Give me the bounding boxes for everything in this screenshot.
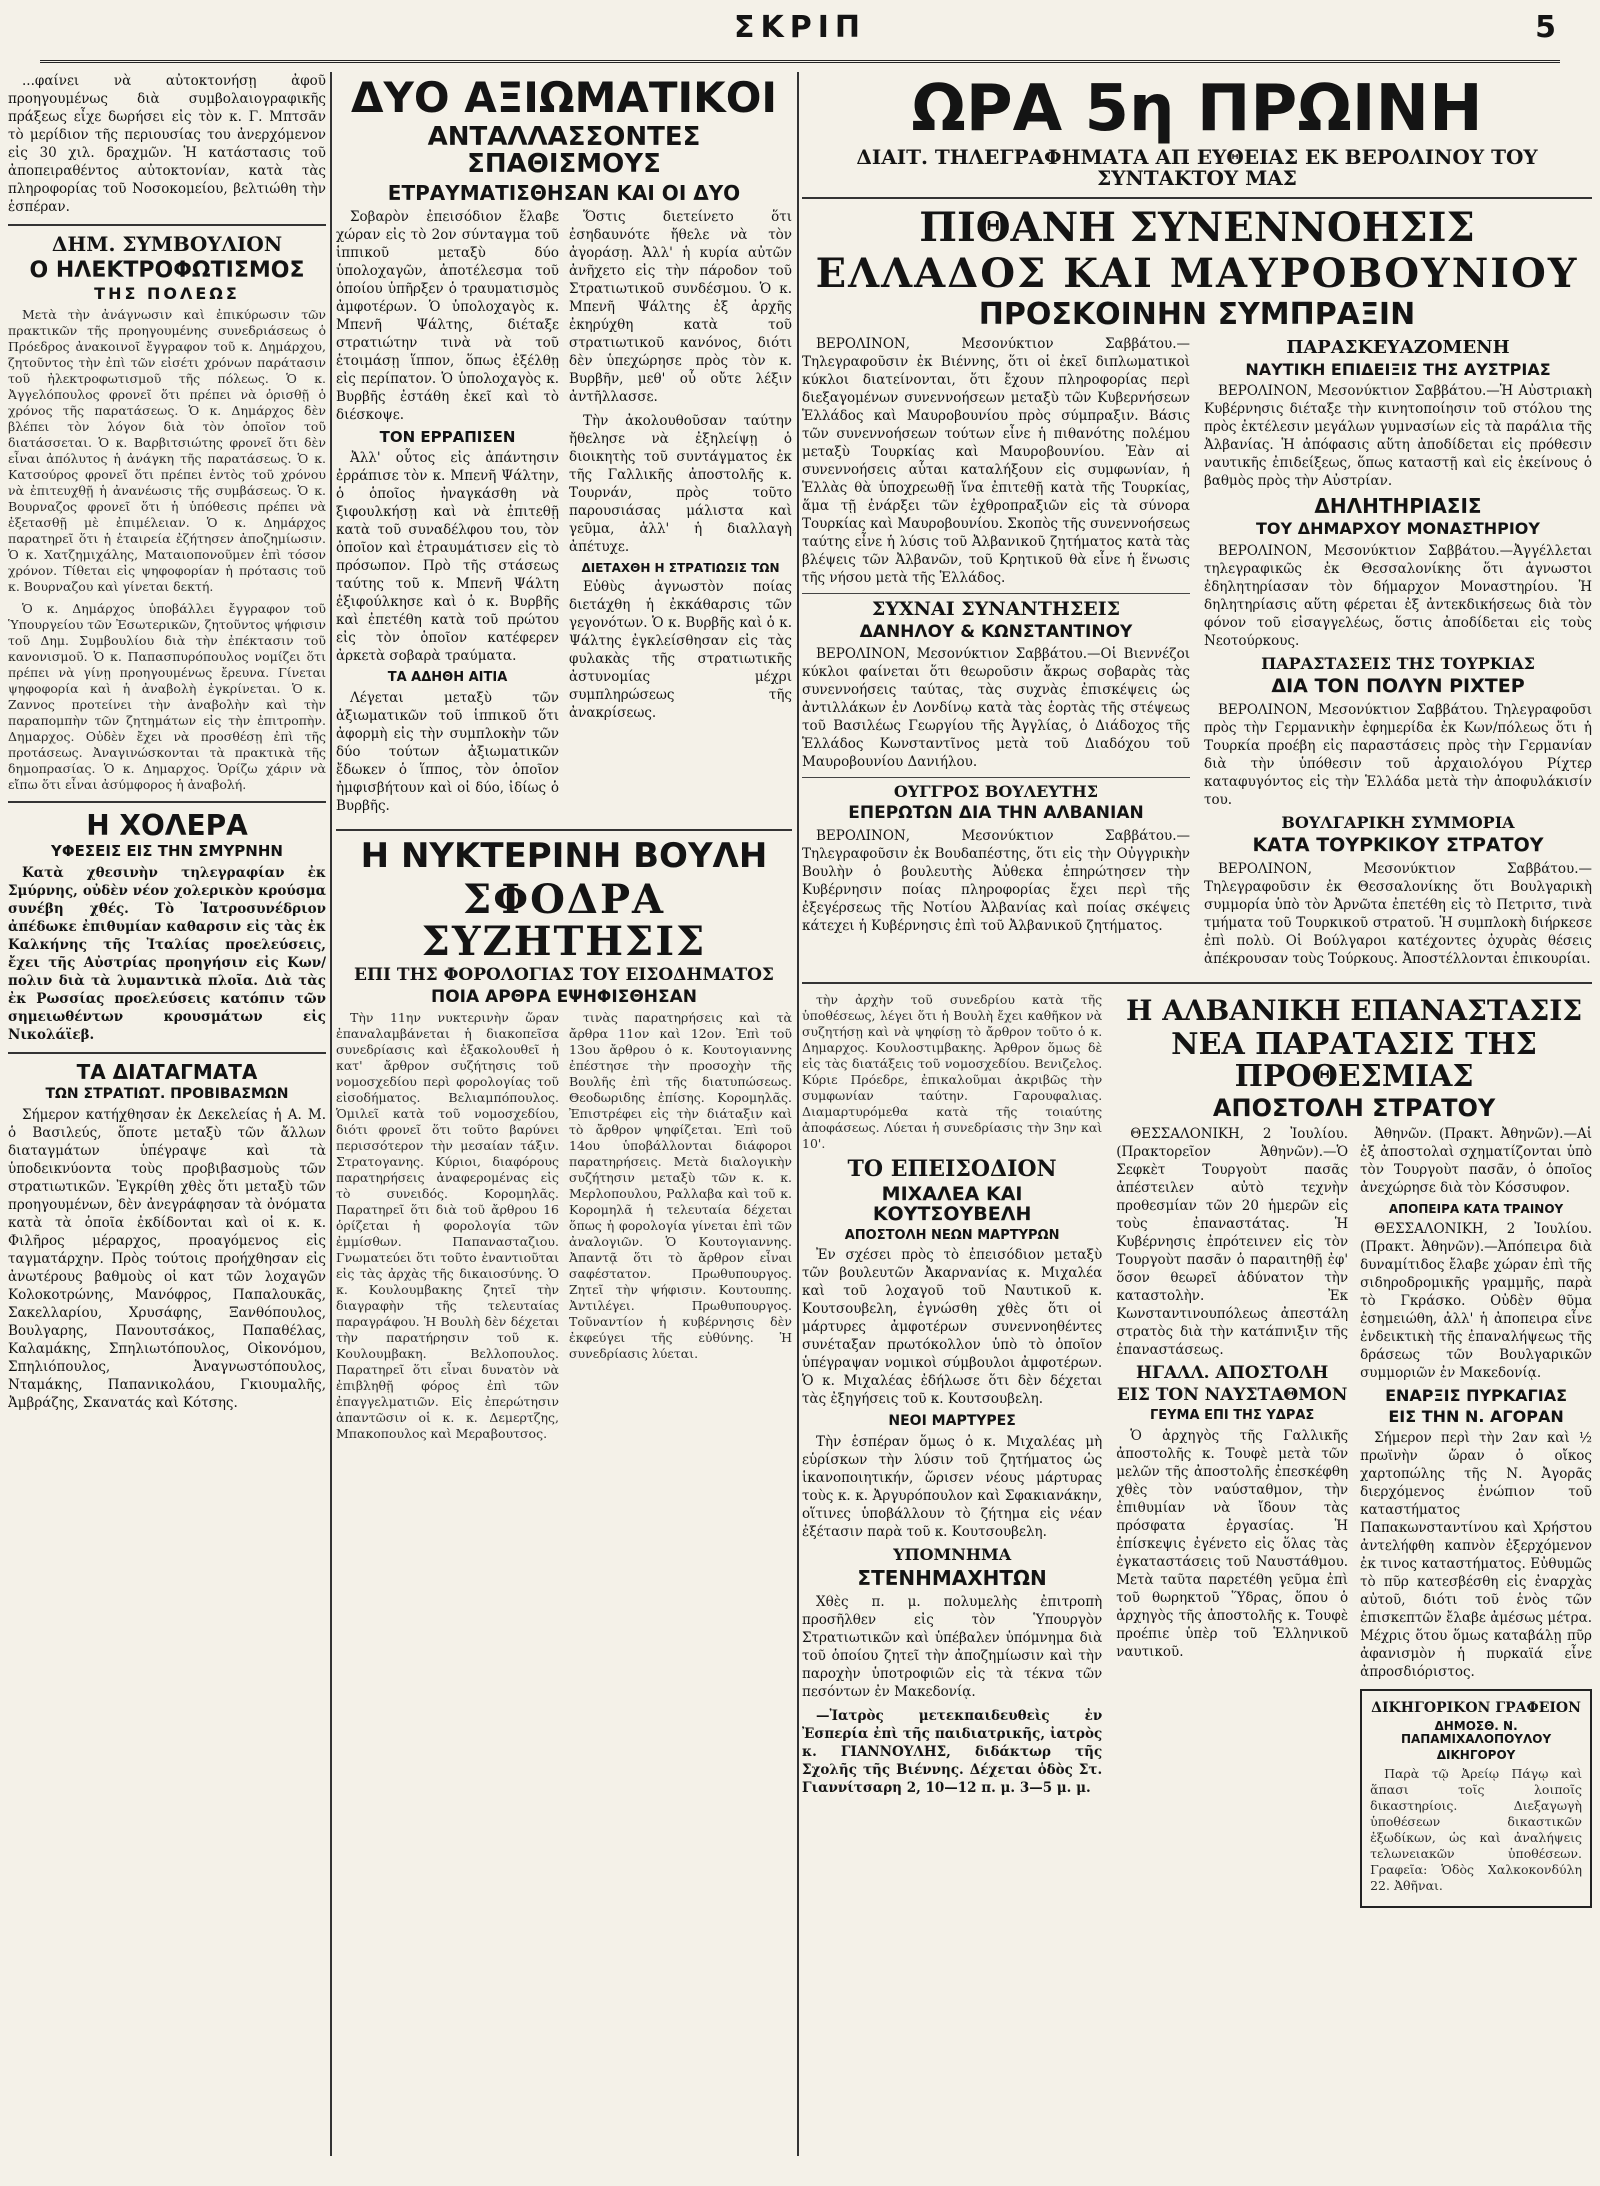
pact-subheadline: ΕΛΛΑΔΟΣ ΚΑΙ ΜΑΥΡΟΒΟΥΝΙΟΥ [815,250,1579,298]
night-session-columns [336,1010,792,1448]
night-session-deck: ΕΠΙ ΤΗΣ ΦΟΡΟΛΟΓΙΑΣ ΤΟΥ ΕΙΣΟΔΗΜΑΤΟΣ [354,964,774,985]
richter-headline: ΠΑΡΑΣΤΑΣΕΙΣ ΤΗΣ ΤΟΥΡΚΙΑΣ [1261,654,1535,674]
divider [802,982,1592,984]
albanian-headline: Η ΑΛΒΑΝΙΚΗ ΕΠΑΝΑΣΤΑΣΙΣ [1126,993,1583,1027]
pact-body: ΒΕΡΟΛΙΝΟΝ, Μεσονύκτιον Σαββάτου.—Τηλεγραφοῦσιν ἐκ Βιέννης, ὅτι οἱ ἐκεῖ διπλωματικοὶ κύκλοι διατείνονται, ὅτι ἔχουν πληροφορίας περὶ διεξαγομένων συνεννοήσεων μεταξὺ τῶν Κυβερνήσεων Ἑλλάδος καὶ Μαυροβουνίου πρὸς σύμπραξιν. Βάσις τῶν συνεννοήσεων τούτων εἶνε ἡ πιθανότης πολέμου μεταξὺ Τουρκίας καὶ Μαυροβουνίου. Ἐὰν αἱ συνεννοήσεις αὗται καταλήξουν εἰς συμφωνίαν, ἡ Ἑλλὰς θὰ ὑποχρεωθῇ ἵνα ἐπιτεθῇ κατὰ τῆς Τουρκίας, ἅμα τῇ ἐνάρξει τῶν ἐχθροπραξιῶν εἰς τὰ σύνορα Τουρκίας καὶ Μαυροβουνίου. Σκοπὸς τῆς συνεννοήσεως ταύτης εἶνε ἡ λύσις τοῦ Ἀλβανικοῦ ζητήματος κατὰ τὰς βλέψεις τῶν Ἀλβανῶν, τοῦ Κρητικοῦ θὰ εἶνε ἡ ἕνωσις τῆς νήσου μετὰ τῆς Ἑλλάδος. [802,335,1190,586]
richter-subheadline: ΔΙΑ ΤΟΝ ΠΟΛΥΝ ΡΙΧΤΕΡ [1271,674,1525,697]
episode-headline: ΤΟ ΕΠΕΙΣΟΔΙΟΝ [847,1155,1057,1182]
lawyer-body: Παρὰ τῷ Ἀρείῳ Πάγῳ καὶ ἅπασι τοῖς λοιποῖς δικαστηρίοις. Διεξαγωγὴ ὑποθέσεων δικαστικῶν ἐξωδίκων, ὡς καὶ ἀναλήψεις τελωνειακῶν ὑποθέσεων. Γραφεῖα: Ὁδὸς Χαλκοκονδύλη 22. Ἀθῆναι. [1370,1765,1582,1893]
lawyer-headline: ΔΙΚΗΓΟΡΙΚΟΝ ΓΡΑΦΕΙΟΝ [1371,1700,1581,1717]
eravisan-headline: ΤΟΝ ΕΡΡΑΠΙΣΕΝ [379,427,516,446]
memo-subheadline: ΣΤΕΝΗΜΑΧΗΤΩΝ [857,1565,1047,1590]
paper-title: ΣΚΡΙΠ [734,10,866,45]
investigation-headline: ΔΙΕΤΑΧΘΗ Η ΣΤΡΑΤΙΩΣΙΣ ΤΩΝ [581,560,780,575]
richter-body: ΒΕΡΟΛΙΝΟΝ, Μεσονύκτιον Σαββάτου. Τηλεγραφοῦσι πρὸς τὴν Γερμανικὴν ἐφημερίδα ἐκ Κων/πόλεως ὅτι ἡ Τουρκία προέβη εἰς παραστάσεις πρὸς τὴν Γερμανίαν διὰ τὴν ὑπόθεσιν τοῦ ἀρχαιολόγου Ρίχτερ καταφυγόντος εἰς τὴν Ἑλλάδα μετὰ τὴν ἀποφυλάκισίν του. [1204,701,1592,808]
duel-deck: ΕΤΡΑΥΜΑΤΙΣΘΗΣΑΝ ΚΑΙ ΟΙ ΔΥΟ [387,180,741,205]
hungarian-headline: ΟΥΓΓΡΟΣ ΒΟΥΛΕΥΤΗΣ [893,782,1099,802]
lawyer-name: ΔΗΜΟΣΘ. Ν. ΠΑΠΑΜΙΧΑΛΟΠΟΥΛΟΥ [1400,1719,1552,1746]
albanian-body: ΘΕΣΣΑΛΟΝΙΚΗ, 2 Ἰουλίου. (Πρακτορεῖον Ἀθηνῶν).—Ὁ Σεφκὲτ Τουργοὺτ πασᾶς ἀπέστειλεν αὐτὸ τεχνὴν προθεσμίαν τῶν 20 ἡμερῶν εἰς τοὺς ἐπαναστάτας. Ἡ Κυβέρνησις ἐπρότεινεν εἰς τὸν Τουργοὺτ πασᾶν ὁ παραιτηθῇ ἐφ' ὅσον θεωρεῖ ἀδύνατον τὴν καταστολὴν. Ἐκ Κωνσταντινουπόλεως ἀπεστάλη στρατὸς διὰ τὴν κατάπνιξιν τῆς ἐπαναστάσεως. [1116,1126,1349,1359]
french-mission-subheadline: ΕΙΣ ΤΟΝ ΝΑΥΣΤΑΘΜΟΝ [1116,1385,1348,1406]
divider [8,801,326,803]
french-mission-deck: ΓΕΥΜΑ ΕΠΙ ΤΗΣ ΥΔΡΑΣ [1149,1407,1315,1423]
pact-headline: ΠΙΘΑΝΗ ΣΥΝΕΝΝΟΗΣΙΣ [919,204,1475,252]
hungarian-subheadline: ΕΠΕΡΩΤΩΝ ΔΙΑ ΤΗΝ ΑΛΒΑΝΙΑΝ [848,803,1144,824]
agia-headline: ΤΑ ΑΔΗΘΗ ΑΙΤΙΑ [387,670,508,686]
investigation-body: Εὐθὺς ἀγνωστὸν ποίας διετάχθη ἡ ἐκκάθαρσις τῶν γεγονότων. Ὁ κ. Βυρβῆς καὶ ὁ κ. Ψάλτης ἐγκλείσθησαν εἰς τὰς φυλακὰς τῆς στρατιωτικῆς ἀστυνομίας μέχρι συμπληρώσεως τῆς ἀνακρίσεως. [569,579,792,722]
decrees-headline: ΤΑ ΔΙΑΤΑΓΜΑΤΑ [76,1060,258,1085]
naval-headline: ΠΑΡΑΣΚΕΥΑΖΟΜΕΝΗ [1286,336,1510,358]
council-kicker: ΔΗΜ. ΣΥΜΒΟΥΛΙΟΝ [51,232,283,256]
night-session-deck-2: ΠΟΙΑ ΑΡΘΡΑ ΕΨΗΦΙΣΘΗΣΑΝ [430,986,698,1007]
divider [8,224,326,226]
poison-subheadline: ΤΟΥ ΔΗΜΑΡΧΟΥ ΜΟΝΑΣΤΗΡΙΟΥ [1256,519,1540,539]
council-subheadline: ΤΗΣ ΠΟΛΕΩΣ [94,284,240,304]
albanian-body-right: Ἀθηνῶν. (Πρακτ. Ἀθηνῶν).—Αἱ ἐξ ἀποστολαὶ σχηματίζονται ὑπὸ τὸν Τουργοὺτ πασᾶν, ὁ ὁποῖος ἀνεχώρησε διὰ τὸν Κόσσυφον. [1360,1126,1592,1197]
dispatch-columns [802,335,1592,974]
fire-headline: ΕΝΑΡΞΙΣ ΠΥΡΚΑΓΙΑΣ [1385,1385,1568,1405]
council-body-cont: Ὁ κ. Δημάρχος ὑποβάλλει ἔγγραφον τοῦ Ὑπουργείου τῶν Ἐσωτερικῶν, ζητοῦντος ψήφισιν τοῦ Δημ. Συμβουλίου διὰ τὴν ἐπέκτασιν τοῦ κανονισμοῦ. Ὁ κ. Παπασπυρόπουλος νομίζει ὅτι πρέπει νὰ γίνῃ προηγουμένως ἔρευνα. Γίνεται ψηφοφορία καὶ ἡ ἀναβολὴ ἐγκρίνεται. Ὁ κ. Ζαννος προτείνει τὴν ἀναβολὴν καὶ τὴν παραπομπὴν τῶν ζητημάτων εἰς τὴν ἐπιτροπὴν. Δημαρχος. Οὐδὲν ἔχει νὰ προσθέσῃ ἐπὶ τῆς προτάσεως. Ἀναγινώσκονται τὰ πρακτικὰ τῆς δημοπρασίας. Ὁ κ. Δημαρχος. Ὁρίζω χάριν νὰ εἴπω ὅτι εἶναι ἀσύμφορος ἡ ἀναβολή. [8,600,326,792]
bulgar-body: ΒΕΡΟΛΙΝΟΝ, Μεσονύκτιον Σαββάτου.—Τηλεγραφοῦσιν ἐκ Θεσσαλονίκης ὅτι Βουλγαρικὴ συμμορία ὑπὸ τὸν Ἀρνῶτα ἐπετέθη εἰς τὸ Πετριτσ, τινὰ τμήματα τοῦ Τουρκικοῦ στρατοῦ. Ἡ συμπλοκὴ διήρκεσε ἐπὶ πολὺ. Οἱ Βούλγαροι κατέχοντες ὀχυρὰς θέσεις ἀπέκρουσαν τοὺς Τούρκους. Ἀποστέλλονται ἐπικουρίαι. [1204,860,1592,967]
naval-subheadline: ΝΑΥΤΙΚΗ ΕΠΙΔΕΙΞΙΣ ΤΗΣ ΑΥΣΤΡΙΑΣ [1245,359,1551,379]
column-rule [330,72,332,2156]
meetings-headline: ΣΥΧΝΑΙ ΣΥΝΑΝΤΗΣΕΙΣ [871,597,1121,620]
duel-columns [336,208,792,821]
night-session-headline: Η ΝΥΚΤΕΡΙΝΗ ΒΟΥΛΗ [360,836,768,877]
cholera-headline: Η ΧΟΛΕΡΑ [86,808,248,842]
night-session-body-left: Τὴν 11ην νυκτερινὴν ὥραν ἐπαναλαμβάνεται ἡ διακοπεῖσα συνεδρίασις καὶ ἐξακολουθεῖ ἡ κατ' ἄρθρον συζήτησις τοῦ νομοσχεδίου περὶ φορολογίας τοῦ εἰσοδήματος. Βελιαμπόπουλος. Ὁμιλεῖ κατὰ τοῦ νομοσχεδίου, διότι φρονεῖ ὅτι τοῦτο βαρύνει περισσότερον τὴν μεσαίαν τάξιν. Στρατογανης. Κύριοι, διαφόρους παρατηρήσεις ἀναφερομένας εἰς τὸ συνειδός. Κορομηλᾶς. Παρατηρεῖ ὅτι διὰ τοῦ ἄρθρου 16 ὁρίζεται ἡ φορολογία τῶν ἐμμίσθων. Παπανασταζιου. Γνωματεύει ὅτι τοῦτο ἐναντιοῦται εἰς τὰς ἀρχὰς τῆς δικαιοσύνης. Ὁ κ. Κουλουμβακης ζητεῖ τὴν διαγραφὴν τῆς τελευταίας παραγράφου. Ἡ Βουλὴ δὲν δέχεται τὴν παρατήρησιν τοῦ κ. Κουλουμβακη. Βελλοπουλος. Παρατηρεῖ ὅτι εἶναι δυνατὸν νὰ ἐπιβληθῇ φόρος ἐπὶ τῶν ἐπαγγελματιῶν. Εἰς ἐπερώτησιν ἀπαντῶσιν οἱ κ. κ. Δεμερτζης, Μπακοπουλος καὶ Μεραβουτσος. [336,1010,559,1442]
vote-continuation: τὴν ἀρχὴν τοῦ συνεδρίου κατὰ τῆς ὑποθέσεως, λέγει ὅτι ἡ Βουλὴ ἔχει καθῆκον νὰ συζητήσῃ καὶ νὰ ψηφίσῃ τὸ ἄρθρον τοῦτο ὁ κ. Δημαρχος. Κουλοστιμβακης. Ἀρθρον ὅμως δὲ εἰς τὰς διατάξεις τοῦ νομοσχεδίου. Βενιζελος. Κύριε Πρόεδρε, ἐπικαλοῦμαι ἀκριβῶς τὴν συμφωνίαν ταύτην. Γαρουφαλιας. Διαμαρτυρόμεθα κατὰ τῆς τοιαύτης ἀποφάσεως. Λύεται ἡ συνεδρίασις τὴν 3ην καὶ 10'. [802,991,1103,1151]
lower-columns [802,992,1592,1916]
episode-body: Ἐν σχέσει πρὸς τὸ ἐπεισόδιον μεταξὺ τῶν βουλευτῶν Ἀκαρνανίας κ. Μιχαλέα καὶ τοῦ λοχαγοῦ τοῦ Ναυτικοῦ κ. Κουτσουβελη, ἐγνώσθη χθὲς ὅτι οἱ μάρτυρες ἀμφοτέρων συνεννοηθέντες συνέταξαν πρωτόκολλον ὑπὸ τὸ ὁποῖον ὑπέγραψαν νομικοὶ σύμβουλοι ἀμφοτέρων. Ὁ κ. Μιχαλέας ἐδήλωσε ὅτι δὲν δέχεται τὰς ἐξηγήσεις τοῦ κ. Κουτσουβελη. [802,1247,1103,1408]
cholera-subheadline: ΥΦΕΣΕΙΣ ΕΙΣ ΤΗΝ ΣΜΥΡΝΗΝ [51,842,283,861]
agia-body: Λέγεται μεταξὺ τῶν ἀξιωματικῶν τοῦ ἱππικοῦ ὅτι ἀφορμὴ εἰς τὴν συμπλοκὴν τῶν δύο τούτων ἀξιωματικῶν ἔδωκεν ὁ ἵππος, τὸν ὁποῖον ἠμφισβήτουν καὶ οἱ δύο, ἰδίως ὁ Βυρβῆς. [336,690,559,815]
meetings-subheadline: ΔΑΝΗΛΟΥ & ΚΩΝΣΤΑΝΤΙΝΟΥ [859,621,1133,642]
martyres-body: Τὴν ἑσπέραν ὅμως ὁ κ. Μιχαλέας μὴ εὑρίσκων τὴν λύσιν τοῦ ζητήματος ὡς ἱκανοποιητικήν, ὥρισεν νέους μάρτυρας τοὺς κ. κ. Ἀργυρόπουλον καὶ Σφακιανάκην, οἵτινες ὑποβάλλουν τὸ ζήτημα εἰς νέαν ἐξέτασιν παρὰ τοῦ κ. Κουτσουβελη. [802,1433,1103,1540]
albanian-deck: ΑΠΟΣΤΟΛΗ ΣΤΡΑΤΟΥ [1212,1094,1496,1123]
dispatch-subheadline: ΔΙΑΙΤ. ΤΗΛΕΓΡΑΦΗΜΑΤΑ ΑΠ ΕΥΘΕΙΑΣ ΕΚ ΒΕΡΟΛΙΝΟΥ ΤΟΥ ΣΥΝΤΑΚΤΟΥ ΜΑΣ [856,145,1538,191]
masthead [40,6,1560,63]
night-session-body-right: τινὰς παρατηρήσεις καὶ τὰ ἄρθρα 11ον καὶ 12ον. Ἐπὶ τοῦ 13ου ἄρθρου ὁ κ. Κουτογιαννης ἐπέστησε τὴν προσοχὴν τῆς Βουλῆς ἐπὶ τῆς διατυπώσεως. Θεοδωριδης ἐπίσης. Κορομηλᾶς. Ἐπιστρέφει εἰς τὴν διάταξιν καὶ τὸ ἄρθρον ψηφίζεται. Ἐπὶ τοῦ 14ου ὑποβάλλονται διάφοροι παρατηρήσεις. Μετὰ διαλογικὴν συζήτησιν μεταξὺ τῶν κ. κ. Μερλοπουλου, Ραλλαβα καὶ τοῦ κ. Κορομηλᾶ ἡ τελευταία δέχεται ὅπως ἡ φορολογία γίνεται ἐπὶ τῶν ἀναλογιῶν. Ὁ Κουτογιαννης. Ἀπαντᾷ ὅτι τὸ ἄρθρον εἶναι σαφέστατον. Πρωθυπουργος. Ζητεῖ τὴν ψήφισιν. Κουτουπης. Ἀντιλέγει. Πρωθυπουργος. Τοῦναντίον ἡ κυβέρνησις δὲν ἐκφεύγει τῆς εὐθύνης. Ἡ συνεδρίασις λύεται. [569,1010,792,1362]
pact-deck: ΠΡΟΣΚΟΙΝΗΝ ΣΥΜΠΡΑΞΙΝ [978,297,1416,333]
night-session-subheadline: ΣΦΟΔΡΑ ΣΥΖΗΤΗΣΙΣ [421,875,707,965]
episode-subheadline: ΜΙΧΑΛΕΑ ΚΑΙ ΚΟΥΤΣΟΥΒΕΛΗ [872,1182,1032,1225]
bulgar-subheadline: ΚΑΤΑ ΤΟΥΡΚΙΚΟΥ ΣΤΡΑΤΟΥ [1252,833,1544,856]
french-mission-headline: ΗΓΑΛΛ. ΑΠΟΣΤΟΛΗ [1135,1363,1329,1384]
column-rule [797,72,799,2156]
council-headline: Ο ΗΛΕΚΤΡΟΦΩΤΙΣΜΟΣ [29,258,305,283]
divider [8,1052,326,1054]
decrees-subheadline: ΤΩΝ ΣΤΡΑΤΙΩΤ. ΠΡΟΒΙΒΑΣΜΩΝ [45,1086,289,1103]
column-3 [802,72,1592,2156]
albanian-subheadline: ΝΕΑ ΠΑΡΑΤΑΣΙΣ ΤΗΣ ΠΡΟΘΕΣΜΙΑΣ [1171,1027,1538,1094]
martyres-headline: ΝΕΟΙ ΜΑΡΤΥΡΕΣ [888,1413,1016,1430]
episode-deck: ΑΠΟΣΤΟΛΗ ΝΕΩΝ ΜΑΡΤΥΡΩΝ [844,1227,1060,1243]
doctor-notice: —Ἰατρὸς μετεκπαιδευθεὶς ἐν Ἐσπερία ἐπὶ τῆς παιδιατρικῆς, ἰατρὸς κ. ΓΙΑΝΝΟΥΛΗΣ, διδάκτωρ τῆς Σχολῆς τῆς Βιέννης. Δέχεται ὁδὸς Στ. Γιαννίτσαρη 2, 10—12 π. μ. 3—5 μ. μ. [802,1707,1103,1796]
duel-body-right-2: Τὴν ἀκολουθοῦσαν ταύτην ἤθελησε νὰ ἐξηλείψῃ ὁ διοικητὴς τοῦ συντάγματος ἐκ τῆς Γαλλικῆς ἀποστολῆς κ. Τουρνάν, πρὸς τοῦτο παρουσιάσας μάλιστα καὶ γεῦμα, ἀλλ' ἡ διαλλαγὴ ἀπέτυχε. [569,412,792,555]
memo-body: Χθὲς π. μ. πολυμελὴς ἐπιτροπὴ προσῆλθεν εἰς τὸν Ὑπουργὸν Στρατιωτικῶν καὶ ὑπέβαλεν ὑπόμνημα διὰ τοῦ ὁποίου ζητεῖ τὴν ἀποζημίωσιν καὶ τὴν παροχὴν ὑποτροφιῶν εἰς τὰ τέκνα τῶν πεσόντων ἐν Μακεδονίᾳ. [802,1593,1103,1700]
fire-subheadline: ΕΙΣ ΤΗΝ Ν. ΑΓΟΡΑΝ [1388,1406,1564,1426]
lawyer-title: ΔΙΚΗΓΟΡΟΥ [1436,1748,1516,1763]
poison-headline: ΔΗΛΗΤΗΡΙΑΣΙΣ [1314,494,1482,519]
column-2 [336,72,792,2156]
cholera-body: Κατὰ χθεσινὴν τηλεγραφίαν ἐκ Σμύρνης, οὐδὲν νέον χολερικὸν κρούσμα συνέβη χθές. Τὸ Ἰατροσυνέδριον ἀπέδωκε ἐπιθυμίαν καθαρσιν εἰς τὰς ἐκ Καλκήνης τῆς Ἰταλίας προελεύσεις, ἔχει τῆς Αὐστρίας προηγήσιν εἰς Κων/πολιν διὰ τὰ λυμαντικὰ πλοῖα. Διὰ τὰς ἐκ Ρωσσίας προελεύσεις κατόπιν τῶν σημειωθέντων κρουσμάτων εἰς Νικολάϊεβ. [8,865,326,1044]
hungarian-body: ΒΕΡΟΛΙΝΟΝ, Μεσονύκτιον Σαββάτου.—Τηλεγραφοῦσιν ἐκ Βουδαπέστης, ὅτι εἰς τὴν Οὐγγρικὴν Βουλὴν ὁ βουλευτὴς Ἀὐθεκα ἐπηρώτησεν τὴν Κυβέρνησιν ποίας πληροφορίας ἔχει περὶ τῆς ἐξεγέρσεως τῆς Νοτίου Ἀλβανίας καὶ ποίας σκέψεις κάτεχει ἡ Κυβέρνησις ἐπὶ τοῦ Ἀλβανικοῦ ζητήματος. [802,828,1190,935]
fire-body: Σήμερον περὶ τὴν 2αν καὶ ½ πρωϊνὴν ὥραν ὁ οἴκος χαρτοπώλης τῆς Ν. Ἀγορᾶς διερχόμενος ἐνώπιον τοῦ καταστήματος Παπακωνσταντίνου καὶ Χρήστου ἀντελήφθη καπνὸν ἐξερχόμενον ἐκ τινος καταστήματος. Εὐθυμῶς τὸ πῦρ κατεσβέσθη εἰς ἐναρχὰς αὐτοῦ, διότι τοῦ ἑνὸς τῶν ἐπισκεπτῶν ἔλαβε ἀμέσως μέτρα. Μέχρις ὅτου ὅμως καταβάλῃ πῦρ ἀφανισμὸν ἡ πυρκαϊά εἶνε ἀπροσδιόριστος. [1360,1430,1592,1681]
column-1 [8,72,326,2156]
train-body: ΘΕΣΣΑΛΟΝΙΚΗ, 2 Ἰουλίου. (Πρακτ. Ἀθηνῶν).—Ἀπόπειρα διὰ δυναμίτιδος ἔλαβε χώραν ἐπὶ τῆς σιδηροδρομικῆς γραμμῆς, παρὰ τὸ Γκράσκο. Οὐδὲν θῦμα ἐσημειώθη, ἀλλ' ἡ ἀποπειρα εἶνε ἐνδεικτικὴ τῆς ἐπαναλήψεως τῆς δράσεως τῶν Βουλγαρικῶν συμμοριῶν ἐν Μακεδονίᾳ. [1360,1220,1592,1381]
duel-body: Σοβαρὸν ἐπεισόδιον ἔλαβε χώραν εἰς τὸ 2ον σύνταγμα τοῦ ἱππικοῦ μεταξὺ δύο ὑπολοχαγῶν, ἀποτέλεσμα τοῦ ὁποίου ὑπῆρξεν ὁ τραυματισμὸς ἀμφοτέρων. Ὁ ὑπολοχαγὸς κ. Μπενῆ Ψάλτης, διέταξε στρατιώτην τινὰ νὰ τοῦ ἑτοιμάσῃ ἵππον, ὅπως ἐξέλθῃ εἰς περίπατον. Ὁ ὑπολοχαγὸς κ. Βυρβῆς ἐστάθη ἐκεῖ καὶ τὸ διέσκοψε. [336,208,559,423]
page-number: 5 [1535,10,1556,45]
council-body: Μετὰ τὴν ἀνάγνωσιν καὶ ἐπικύρωσιν τῶν πρακτικῶν τῆς προηγουμένης συνεδριάσεως ὁ Πρόεδρος ἀνακοινοῖ ἔγγραφον τοῦ κ. Δημάρχου, ζητοῦντος τὴν ἐπὶ τῶν εἰσέτι χρόνων παράτασιν τοῦ ἠλεκτροφωτισμοῦ τῆς πόλεως. Ὁ κ. Ἀγγελόπουλος φρονεῖ ὅτι πρέπει νὰ ὁρισθῇ ὁ χρόνος τῆς παρατάσεως. Ὁ κ. Δημάρχος δὲν βλέπει τὸν λόγον διὰ τὸν ὁποῖον τοῦ διατάσσεται. Ὁ κ. Βαρβιτσιώτης φρονεῖ ὅτι δὲν εἶναι ἀπόλυτος ἡ ἀνάγκη τῆς παρατάσεως. Ὁ κ. Κατσούρος φρονεῖ ὅτι πρέπει ἐντὸς τοῦ χρόνου νὰ ἐπιτευχθῇ ἡ ἀνανέωσις τῆς συμβάσεως. Ὁ κ. Βουρναζος φρονεῖ ὅτι ἡ ὑπόθεσις πρέπει νὰ ἐξετασθῇ μὲ ἐπιμέλειαν. Ὁ κ. Δημάρχος παρατηρεῖ ὅτι ἡ ἑταιρεία ἐζήτησεν ἀποζημίωσιν. Ὁ κ. Χατζημιχάλης, Ματαιοπονοῦμεν ἐπὶ τόσον χρόνον. Τίθεται εἰς ψηφοφορίαν ἡ πρότασις τοῦ κ. Βουρναζου καὶ γίνεται δεκτή. [8,306,326,594]
article-continuation: ...φαίνει νὰ αὐτοκτονήσῃ ἀφοῦ προηγουμένως διὰ συμβολαιογραφικῆς πράξεως εἶχε δωρήσει εἰς τὸν κ. Γ. Μπτσᾶν τὸ μερίδιον τῆς περιουσίας του ἀνερχόμενον εἰς 30 χιλ. δραχμῶν. Ἡ κατάστασις τοῦ ἀποπειραθέντος αὐτοκτονίαν, κατὰ τὰς πληροφορίας τοῦ Νοσοκομείου, βελτιώθη τὴν ἑσπέραν. [8,73,326,215]
divider [802,777,1190,778]
divider [336,829,792,831]
train-headline: ΑΠΟΠΕΙΡΑ ΚΑΤΑ ΤΡΑΙΝΟΥ [1388,1202,1564,1217]
duel-body-right: Ὅστις διετείνετο ὅτι ἐσηδαυνότε ἤθελε νὰ τὸν ἀγοράσῃ. Ἀλλ' ἡ κυρία αὐτῶν ἀνῆχετο εἰς τὴν πάροδον τοῦ Στρατιωτικοῦ συνδέσμου. Ὁ κ. Μπενῆ Ψάλτης ἐξ ἀρχῆς ἐκηρύχθη κατὰ τοῦ στρατιωτικοῦ κανόνος, διότι δὲν ὑπεχώρησε πρὸς τὸν κ. Βυρβῆν, μεθ' οὗ οὔτε λέξιν ἀντῆλλασσε. [569,208,792,405]
dispatch-headline: ΩΡΑ 5η ΠΡΩΙΝΗ [911,72,1483,146]
naval-body: ΒΕΡΟΛΙΝΟΝ, Μεσονύκτιον Σαββάτου.—Ἡ Αὐστριακὴ Κυβέρνησις διέταξε τὴν κινητοποίησιν τοῦ στόλου της πρὸς ἐκτέλεσιν μεγάλων γυμνασίων εἰς τὰ παράλια τῆς Ἀλβανίας. Ἡ ἀπόφασις αὕτη ἀποδίδεται εἰς πρόθεσιν ναυτικῆς ἐπιδείξεως, ὅπως καταστῇ καὶ εἰς ἐκείνους ὁ βαθμὸς πρὸς τὴν Αὐστρίαν. [1204,383,1592,490]
decrees-body: Σήμερον κατήχθησαν ἐκ Δεκελείας ἡ Α. Μ. ὁ Βασιλεύς, ὅποτε μεταξὺ τῶν ἄλλων διαταγμάτων ὑπέγραψε καὶ τὰ ὑποδεικνύοντα τοὺς προβιβασμοὺς τῶν στρατιωτικῶν. Ἐγκρίθη χθὲς ὅτι μεταξὺ τῶν προηγουμένων, δὲν ἀνεγράφησαν τὰ ὀνόματα κατὰ τὰ ὁποῖα ἐκδίδονται καὶ οἱ κ. κ. Φιλῆρος μέραρχος, προαγόμενος εἰς ταγματάρχην. Πρὸς τούτοις προήχθησαν εἰς ἀνωτέρους βαθμοὺς οἱ κατ τῶν λοχαγῶν Κολοκοτρώνης, Μανόφρος, Παπαλουκᾶς, Σακελλαρίου, Χρυσάφης, Ξανθόπουλος, Βουλγαρης, Πανουτσάκος, Παπαθέλας, Καλαμάκης, Σπηλιωτόπουλος, Οἰκονόμου, Σπηλιόπουλος, Ἀναγνωστόπουλος, Νταμάκης, Παπανικολάου, Γκιουμαλῆς, Ἀμβράζης, Σκανατάς καὶ Κότσης. [8,1106,326,1411]
eravisan-body: Ἀλλ' οὗτος εἰς ἀπάντησιν ἐρράπισε τὸν κ. Μπενῆ Ψάλτην, ὁ ὁποῖος ἠναγκάσθη νὰ ξιφουλκήσῃ καὶ νὰ ἐπιτεθῇ κατὰ τοῦ συναδέλφου του, τὸν ὁποῖον καὶ ἐτραυμάτισεν εἰς τὸ πρόσωπον. Πρὸ τῆς στάσεως ταύτης τοῦ κ. Μπενῆ Ψάλτη ἐξιφούλκησε καὶ ὁ κ. Βυρβῆς καὶ ἐπετέθη κατὰ τοῦ πρώτου εἰς τὸν ὁποῖον κατέφερεν ἀρκετὰ σοβαρὰ τραύματα. [336,450,559,665]
duel-subheadline: ΑΝΤΑΛΛΑΣΣΟΝΤΕΣ ΣΠΑΘΙΣΜΟΥΣ [427,122,701,180]
bulgar-headline: ΒΟΥΛΓΑΡΙΚΗ ΣΥΜΜΟΡΙΑ [1281,812,1515,832]
divider [802,197,1592,199]
divider [802,593,1190,594]
poison-body: ΒΕΡΟΛΙΝΟΝ, Μεσονύκτιον Σαββάτου.—Ἀγγέλλεται τηλεγραφικῶς ἐκ Θεσσαλονίκης ὅτι ἀγνωστοι ἐδηλητηρίασαν τὸν δήμαρχον Μοναστηρίου. Ἡ δηλητηρίασις αὕτη φέρεται ἐξ ἀντεκδικήσεως διὰ τὸν φόνον τοῦ εἰσαγγελέως, ὅστις ἀποδίδεται εἰς τοὺς Νεοτούρκους. [1204,543,1592,650]
memo-headline: ΥΠΟΜΝΗΜΑ [893,1544,1012,1564]
french-mission-body: Ὁ ἀρχηγὸς τῆς Γαλλικῆς ἀποστολῆς κ. Τουφὲ μετὰ τῶν μελῶν τῆς ἀποστολῆς ἐπεσκέφθη χθὲς τὸν ναύσταθμον, τὴν ἐπιθυμίαν νὰ ἴδουν τὰς πρόσφατα ἐργασίας. Ἡ ἐπίσκεψις ἐγένετο εἰς ὅλας τὰς ἐγκαταστάσεις τοῦ Ναυστάθμου. Μετὰ ταῦτα παρετέθη γεῦμα ἐπὶ τοῦ θωρηκτοῦ Ὕδρας, ὅπου ὁ ἀρχηγὸς τῆς ἀποστολῆς κ. Τουφὲ προέπιε ὑπὲρ τοῦ Ἑλληνικοῦ ναυτικοῦ. [1116,1427,1349,1660]
lawyer-ad [1360,1689,1592,1907]
duel-headline: ΔΥΟ ΑΞΙΩΜΑΤΙΚΟΙ [350,73,778,122]
meetings-body: ΒΕΡΟΛΙΝΟΝ, Μεσονύκτιον Σαββάτου.—Οἱ Βιεννέζοι κύκλοι φαίνεται ὅτι θεωροῦσιν ἄκρως σοβαρὰς τὰς συνεννοήσεις ταύτας, τὰς συχνὰς ἐπισκέψεις ὡς ἀντιλλάκων ἐν Λονδίνῳ κατὰ τὰς ἑορτὰς τῆς στέψεως τοῦ Βασιλέως Γεωργίου τῆς Ἀγγλίας, ὁ Διάδοχος τῆς Ἑλλάδος Κωνσταντῖνος μετὰ τοῦ Διαδόχου τοῦ Μαυροβουνίου Δανιήλου. [802,646,1190,771]
albanian-columns [1116,1125,1592,1916]
